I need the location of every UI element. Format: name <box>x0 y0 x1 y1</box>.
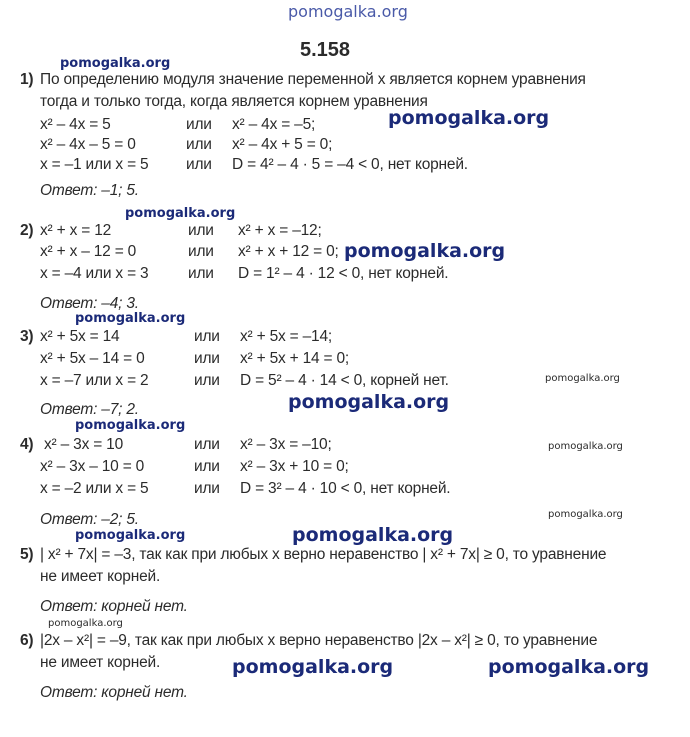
item-number: 1) <box>20 71 34 88</box>
equation: x² + 5x = 14 <box>40 328 120 345</box>
equation: x² + 5x = –14; <box>240 328 332 345</box>
watermark: pomogalka.org <box>75 311 186 326</box>
watermark: pomogalka.org <box>545 373 620 384</box>
watermark: pomogalka.org <box>125 206 236 221</box>
equation: x² – 4x = 5 <box>40 116 111 133</box>
equation: x² + x – 12 = 0 <box>40 243 137 260</box>
equation: x² – 3x + 10 = 0; <box>240 458 349 475</box>
item-number: 2) <box>20 222 34 239</box>
equation: x² + x = –12; <box>238 222 322 239</box>
text-line: не имеет корней. <box>40 654 161 671</box>
or-word: или <box>194 350 220 367</box>
watermark-top: pomogalka.org <box>288 2 408 21</box>
watermark: pomogalka.org <box>488 656 650 678</box>
equation: D = 5² – 4 · 14 < 0, корней нет. <box>240 372 449 389</box>
text-line: | x² + 7x| = –3, так как при любых x верно неравенство | x² + 7x| ≥ 0, то уравнение <box>40 546 607 563</box>
equation: D = 1² – 4 · 12 < 0, нет корней. <box>238 265 449 282</box>
watermark: pomogalka.org <box>548 509 623 520</box>
equation: x² – 4x – 5 = 0 <box>40 136 136 153</box>
watermark: pomogalka.org <box>232 656 394 678</box>
watermark: pomogalka.org <box>292 524 454 546</box>
equation: x² – 3x – 10 = 0 <box>40 458 145 475</box>
or-word: или <box>194 328 220 345</box>
equation: D = 4² – 4 · 5 = –4 < 0, нет корней. <box>232 156 468 173</box>
answer: Ответ: –1; 5. <box>40 182 139 199</box>
watermark: pomogalka.org <box>48 618 123 629</box>
problem-title: 5.158 <box>300 39 351 61</box>
equation: x² + x + 12 = 0; <box>238 243 339 260</box>
answer: Ответ: –2; 5. <box>40 511 139 528</box>
item-number: 4) <box>20 436 34 453</box>
item-number: 5) <box>20 546 34 563</box>
item-number: 6) <box>20 632 34 649</box>
text-line: тогда и только тогда, когда является корнем уравнения <box>40 93 428 110</box>
watermark: pomogalka.org <box>288 391 450 413</box>
text-line: По определению модуля значение переменной x является корнем уравнения <box>40 71 586 88</box>
equation: x² + 5x – 14 = 0 <box>40 350 145 367</box>
watermark: pomogalka.org <box>548 441 623 452</box>
equation: x² – 4x + 5 = 0; <box>232 136 333 153</box>
item-number: 3) <box>20 328 34 345</box>
or-word: или <box>194 480 220 497</box>
equation: x = –2 или x = 5 <box>40 480 149 497</box>
watermark: pomogalka.org <box>60 56 171 71</box>
equation: D = 3² – 4 · 10 < 0, нет корней. <box>240 480 451 497</box>
equation: x = –7 или x = 2 <box>40 372 149 389</box>
equation: x = –1 или x = 5 <box>40 156 149 173</box>
answer: Ответ: –4; 3. <box>40 295 139 312</box>
watermark: pomogalka.org <box>344 240 506 262</box>
watermark: pomogalka.org <box>75 418 186 433</box>
equation: x² – 3x = –10; <box>240 436 332 453</box>
or-word: или <box>188 222 214 239</box>
equation: x² – 3x = 10 <box>44 436 124 453</box>
or-word: или <box>186 116 212 133</box>
or-word: или <box>186 136 212 153</box>
equation: x² + 5x + 14 = 0; <box>240 350 350 367</box>
or-word: или <box>186 156 212 173</box>
answer: Ответ: корней нет. <box>40 684 188 701</box>
or-word: или <box>188 265 214 282</box>
answer: Ответ: –7; 2. <box>40 401 139 418</box>
or-word: или <box>194 372 220 389</box>
text-line: не имеет корней. <box>40 568 161 585</box>
or-word: или <box>194 458 220 475</box>
watermark: pomogalka.org <box>388 107 550 129</box>
text-line: |2x – x²| = –9, так как при любых x верно неравенство |2x – x²| ≥ 0, то уравнение <box>40 632 598 649</box>
watermark: pomogalka.org <box>75 528 186 543</box>
equation: x² + x = 12 <box>40 222 112 239</box>
or-word: или <box>188 243 214 260</box>
or-word: или <box>194 436 220 453</box>
answer: Ответ: корней нет. <box>40 598 188 615</box>
equation: x = –4 или x = 3 <box>40 265 149 282</box>
equation: x² – 4x = –5; <box>232 116 316 133</box>
